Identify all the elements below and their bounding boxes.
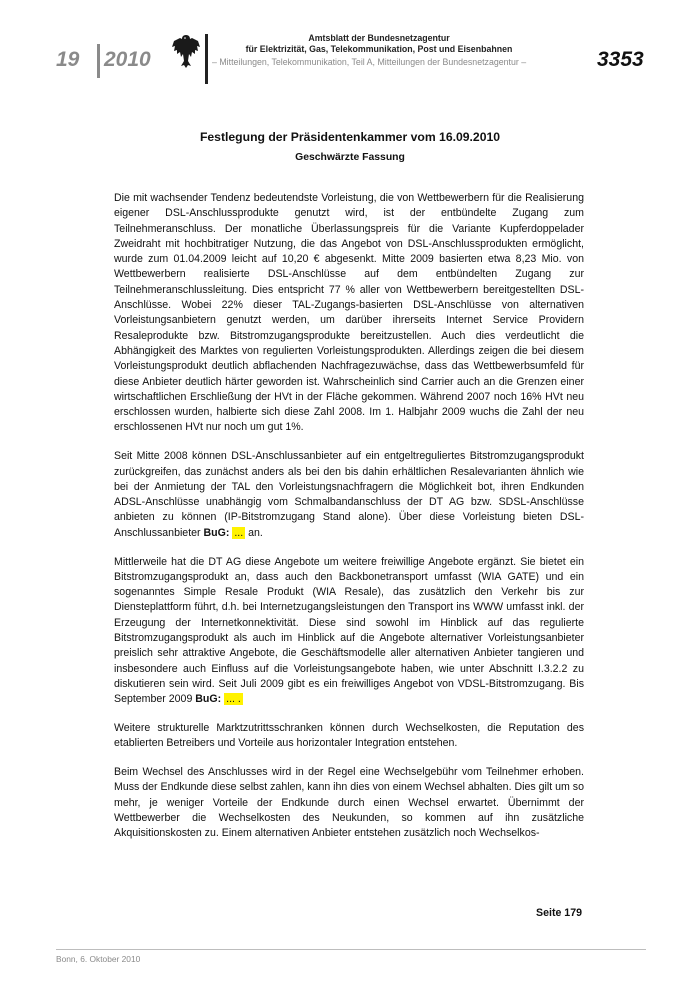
- redaction-marker: ...: [234, 526, 244, 539]
- paragraph-4: Weitere strukturelle Marktzutrittsschranken können durch Wechselkosten, die Reputation des etablierten Betreibers und Vorteile aus horizontaler Integration entstehen.: [114, 722, 584, 750]
- masthead-divider: [205, 34, 208, 84]
- paragraph-2: [114, 449, 584, 541]
- masthead: [214, 33, 544, 55]
- issue-divider: [97, 44, 100, 78]
- bug-label: BuG:: [195, 693, 222, 706]
- masthead-line-2: für Elektrizität, Gas, Telekommunikation, Post und Eisenbahnen: [245, 44, 513, 54]
- paragraph-1: Die mit wachsender Tendenz bedeutendste Vorleistung, die von Wettbewerbern für die Realisierung eigener DSL-Anschlussprodukte genutzt wird, ist der entbündelte Zugang zum Teilnehmeranschluss. Der monatliche Überlassungspreis für die Variante Kupferdoppelader Zweidraht mit hochbitratiger Nutzung, die das Angebot von DSL-Anschlussprodukten ermöglicht, wurde zum 01.04.2009 leicht auf 10,20 € abgesenkt. Mitte 2009 basierten etwa 8,23 Mio. von Wettbewerbern realisierte DSL-Anschlüsse auf dem entbündelten Zugang zur Teilnehmeranschlussleitung. Dies entspricht 77 % aller von Wettbewerbern bereitgestellten DSL-Anschlüsse. Wobei 22% dieser TAL-Zugangs-basierten DSL-Anschlüsse von alternativen Vorleistungsanbietern genutzt werden, um darüber ihrerseits Internet Service Providern Resaleprodukte bzw. Bitstromzugangsprodukte bereitzustellen. Auch dies verdeutlicht die Abhängigkeit des Marktes von regulierten Vorleistungsprodukten. Allerdings zeigen die bei diesem Vorleistungsprodukt deutlich abflachenden Nachfragezuwächse, dass das Wettbewerbsumfeld für diese Anbieter deutlich härter geworden ist. Wahrscheinlich sind Carrier auch an die Grenzen einer wirtschaftlichen Erschließung der HVt in der Fläche gekommen. Während 2007 noch 16% HVt neu erschlossen wurden, halbierte sich diese Zahl 2008. Im 1. Halbjahr 2009 wuchs die Zahl der neu erschlossenen HVt nur noch um gut 1%.: [114, 192, 584, 434]
- paragraph-2-text: Seit Mitte 2008 können DSL-Anschlussanbieter auf ein entgeltreguliertes Bitstromzugangsprodukt zurückgreifen, das zunächst anders als bei den bis dahin erhältlichen Resalevarianten ähnlich wie bei der Anmietung der TAL den Vorleistungsnachfragern die Möglichkeit bot, ihren Endkunden ADSL-Anschlüsse unabhängig vom Schmalbandanschluss der DT AG bzw. SDSL-Anschlüsse anbieten zu können (IP-Bitstromzugang Stand alone). Über diese Vorleistung bieten DSL-Anschlussanbieter: [114, 450, 584, 539]
- masthead-subline: – Mitteilungen, Telekommunikation, Teil A, Mitteilungen der Bundesnetzagentur –: [212, 57, 527, 67]
- issue-year: 2010: [104, 48, 151, 71]
- paragraph-3: [114, 555, 584, 708]
- paragraph-2-end: an.: [245, 526, 263, 539]
- footer-page-label: Seite 179: [536, 907, 582, 919]
- document-title: Festlegung der Präsidentenkammer vom 16.09.2010: [199, 130, 501, 144]
- masthead-line-1: Amtsblatt der Bundesnetzagentur: [308, 33, 450, 43]
- footer-rule: [56, 949, 646, 950]
- page-number: 3353: [597, 48, 644, 71]
- issue-number: 19: [56, 48, 80, 71]
- paragraph-5: Beim Wechsel des Anschlusses wird in der Regel eine Wechselgebühr vom Teilnehmer erhoben. Muss der Endkunde diese selbst zahlen, kann ihn dies von einem Wechsel abhalten. Dies gilt um so mehr, je weniger Vorteile der Endkunde durch einen Wechsel erwartet. Übernimmt der Wettbewerber die Wechselkosten des Neukunden, so kommen auf ihn zusätzliche Akquisitionskosten zu. Einem alternativen Anbieter entstehen zusätzlich noch Wechselkos-: [114, 766, 584, 840]
- redaction-marker: ... .: [226, 693, 241, 706]
- federal-eagle-icon: [170, 33, 202, 69]
- body-text: [114, 191, 584, 855]
- paragraph-3-text: Mittlerweile hat die DT AG diese Angebote um weitere freiwillige Angebote ergänzt. Sie bietet ein Bitstromzugangsprodukt an, dass auch den Backbonetransport umfasst (WIA GATE) und ein sogenanntes Simple Resale Produkt (WIA Resale), das zusätzlich den Verkehr bis zur Diensteplattform führt, d.h. bei Internetzugangsleistungen den Transport ins WWW umfasst inkl. der Erzeugung der Internetkonnektivität. Diese sind sowohl im Hinblick auf das regulierte Bitstromzugangsprodukt als auch im Hinblick auf die Angebote alternativer Vorleistungsanbieter preislich sehr attraktive Angebote, die Geschäftsmodelle aller alternativen Anbieter tangieren und insbesondere auch Einfluss auf die Vorleistungsangebote haben, wie unter Abschnitt I.3.2.2 zu diskutieren sein wird. Seit Juli 2009 gibt es ein freiwilliges Angebot von VDSL-Bitstromzugang. Bis September 2009: [114, 555, 584, 706]
- bug-label: BuG:: [203, 526, 230, 539]
- document-subtitle: Geschwärzte Fassung: [295, 152, 405, 163]
- footer-place-date: Bonn, 6. Oktober 2010: [56, 954, 141, 964]
